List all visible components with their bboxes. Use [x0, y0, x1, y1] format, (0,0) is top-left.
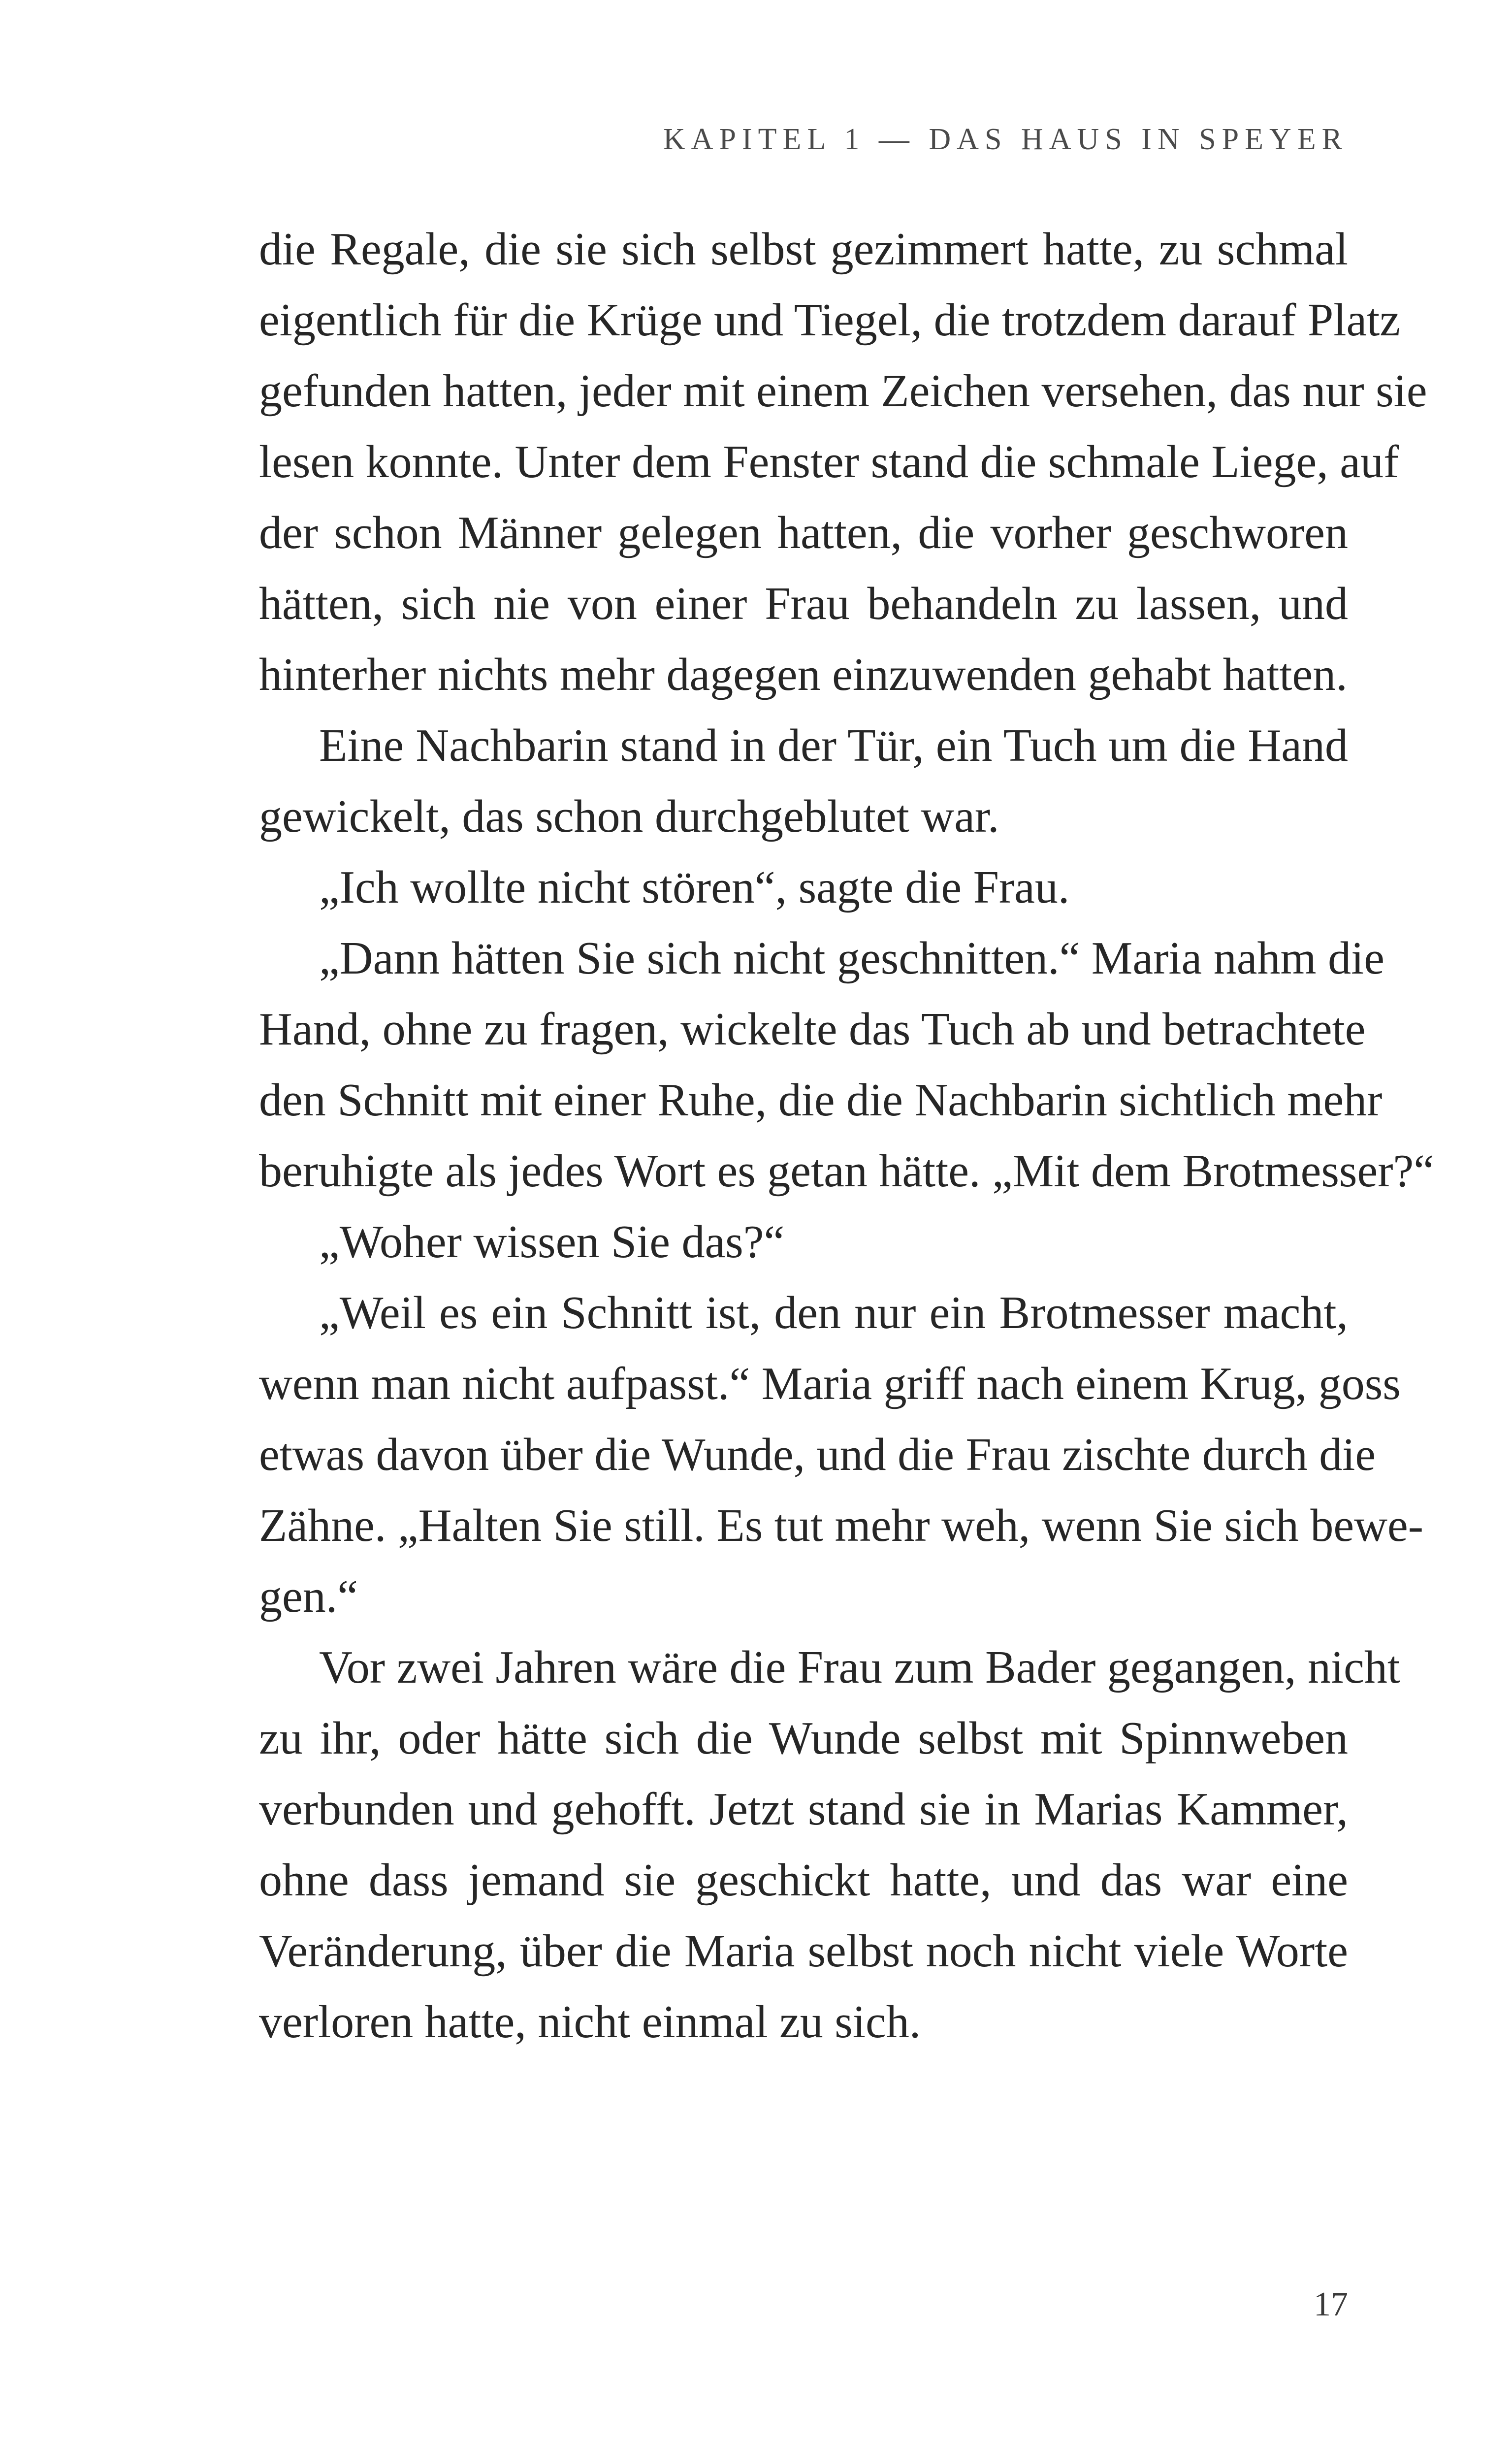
- text-line: der schon Männer gelegen hatten, die vorher geschworen: [259, 507, 1348, 558]
- page-number: 17: [1314, 2285, 1348, 2323]
- text-line: verbunden und gehofft. Jetzt stand sie in Marias Kammer,: [259, 1784, 1348, 1835]
- text-line: Veränderung, über die Maria selbst noch nicht viele Worte: [259, 1925, 1348, 1977]
- text-line: hätten, sich nie von einer Frau behandeln zu lassen, und: [259, 578, 1348, 629]
- text-line: „Woher wissen Sie das?“: [319, 1216, 785, 1268]
- text-line: etwas davon über die Wunde, und die Frau zischte durch die: [259, 1429, 1376, 1480]
- text-line: ohne dass jemand sie geschickt hatte, und das war eine: [259, 1855, 1348, 1906]
- text-line: beruhigte als jedes Wort es getan hätte. „Mit dem Brotmesser?“: [259, 1145, 1434, 1197]
- text-line: „Dann hätten Sie sich nicht geschnitten.“ Maria nahm die: [319, 933, 1384, 984]
- text-line: „Weil es ein Schnitt ist, den nur ein Brotmesser macht,: [319, 1287, 1348, 1338]
- text-line: „Ich wollte nicht stören“, sagte die Frau.: [319, 862, 1070, 913]
- text-line: die Regale, die sie sich selbst gezimmert hatte, zu schmal: [259, 224, 1348, 275]
- text-line: gen.“: [259, 1571, 358, 1622]
- text-line: Zähne. „Halten Sie still. Es tut mehr weh, wenn Sie sich bewe-: [259, 1500, 1424, 1551]
- text-line: Hand, ohne zu fragen, wickelte das Tuch ab und betrachtete: [259, 1004, 1366, 1055]
- text-line: lesen konnte. Unter dem Fenster stand die schmale Liege, auf: [259, 436, 1399, 488]
- text-line: eigentlich für die Krüge und Tiegel, die trotzdem darauf Platz: [259, 294, 1401, 346]
- text-line: hinterher nichts mehr dagegen einzuwenden gehabt hatten.: [259, 649, 1348, 700]
- text-line: wenn man nicht aufpasst.“ Maria griff nach einem Krug, goss: [259, 1358, 1401, 1409]
- text-line: gefunden hatten, jeder mit einem Zeichen versehen, das nur sie: [259, 365, 1427, 417]
- text-line: Eine Nachbarin stand in der Tür, ein Tuch um die Hand: [319, 720, 1348, 771]
- text-line: verloren hatte, nicht einmal zu sich.: [259, 1996, 921, 2048]
- text-line: den Schnitt mit einer Ruhe, die die Nachbarin sichtlich mehr: [259, 1075, 1383, 1126]
- body-text: [259, 214, 1434, 2057]
- text-line: Vor zwei Jahren wäre die Frau zum Bader gegangen, nicht: [319, 1642, 1401, 1693]
- text-line: zu ihr, oder hätte sich die Wunde selbst mit Spinnweben: [259, 1713, 1348, 1764]
- text-line: gewickelt, das schon durchgeblutet war.: [259, 791, 999, 842]
- running-header: KAPITEL 1 — DAS HAUS IN SPEYER: [663, 123, 1348, 156]
